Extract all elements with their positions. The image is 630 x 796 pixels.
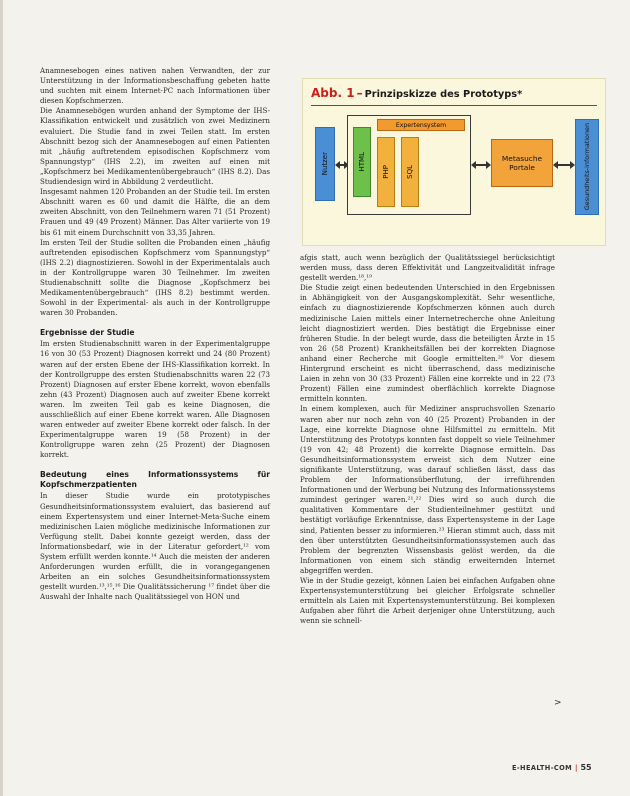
paragraph: afgis statt, auch wenn bezüglich der Qualitätssiegel berücksichtigt werden muss, dass deren Effektivität und Langzeitvalidität infrage gestellt werden.¹⁸,¹⁹ [300,253,555,283]
paragraph: In dieser Studie wurde ein prototypisches Gesundheitsinformationssystem evaluiert, das basierend auf einem Expertensystem und einer Internet-Meta-Suche einem medizinischen Laien mögliche medizinische Informationen zur Verfügung stellt. Dabei konnte gezeigt werden, dass der Informationsbedarf, wie in der Literatur gefordert,¹² vom System erfüllt werden konnte.¹⁴ Auch die meisten der anderen Anforderungen wurden erfüllt, die in vorangegangenen Arbeiten an ein solches Gesundheitsinformationssystem gestellt wurden.¹³,¹⁵,¹⁶ Die Qualitätssicherung ¹⁷ findet über die Auswahl der Inhalte nach Qualitätssiegel von HON und [40,491,270,602]
page-footer [512,763,592,772]
paragraph: Im ersten Teil der Studie sollten die Probanden einen „häufig auftretenden episodischen Kopfschmerz vom Spannungstyp“ (IHS 2.2) diagnostizieren. Sowohl in der Experimentalals auch in der Kontrollgruppe waren 30 Teilnehmer. Im zweiten Studienabschnitt sollte die Diagnose „Kopfschmerz bei Medikamentenübergebrauch“ (IHS 8.2) bestimmt werden. Sowohl in der Experimental- als auch in der Kontrollgruppe waren 30 Probanden. [40,237,270,318]
metasuche-label: Metasuche Portale [501,154,543,172]
sql-label: SQL [406,165,414,179]
paragraph: Wie in der Studie gezeigt, können Laien bei einfachen Aufgaben ohne Expertensystemunterstützung bei gleicher Erfolgsrate schneller ermitteln als Laien mit Expertensystemunterstützung. Bei komplexen Aufgaben aber führt die Arbeit derjeniger ohne Unterstützung, auch wenn sie schnell- [300,576,555,626]
section-heading: Bedeutung eines Informationssystems für Kopfschmerzpatienten [40,470,270,490]
figure-title-rule [311,105,597,106]
journal-name: E-HEALTH-COM [512,764,573,772]
gesundheitsinformationen-box [575,119,599,215]
expertensystem-box [377,119,465,131]
nutzer-box [315,127,335,201]
figure-dash: – [356,86,363,100]
arrow-nutzer-html [339,164,345,166]
arrow-system-metasuche [475,164,487,166]
expertensystem-label: Expertensystem [395,121,447,129]
arrow-metasuche-gesundheit [557,164,571,166]
gesundheit-label: Gesundheits-informationen [583,123,591,211]
paragraph: Die Studie zeigt einen bedeutenden Unterschied in den Ergebnissen in Abhängigkeit von der Ausgangskomplexität. Sehr wesentliche, einfach zu diagnostizierende Kopfschmerzen können auch durch medizinische Laien mittels einer Internetrecherche ohne Anleitung leicht diagnostiziert werden. Dies bestätigt die Ergebnisse einer früheren Studie. In der belegt wurde, dass die beteiligten Ärzte in 15 von 26 (58 Prozent) Krankheitsfällen bei der korrekten Diagnose anhand einer Recherche mit Google ermittelten.²⁰ Vor diesem Hintergrund erscheint es nicht überraschend, dass medizinische Laien in zehn von 30 (33 Prozent) Fällen eine korrekte und in 22 (73 Prozent) Fällen eine zumindest oberflächlich korrekte Diagnose ermitteln konnten. [300,283,555,404]
html-label: HTML [358,152,366,172]
metasuche-box [491,139,553,187]
footer-separator: | [575,764,578,772]
nutzer-label: Nutzer [321,152,329,176]
paragraph: In einem komplexen, auch für Mediziner anspruchsvollen Szenario waren aber nur noch zehn von 40 (25 Prozent) Probanden in der Lage, eine korrekte Diagnose ohne Hilfsmittel zu ermitteln. Mit Unterstützung des Prototyps konnten fast doppelt so viele Teilnehmer (19 von 42; 48 Prozent) die korrekte Diagnose ermitteln. Das Gesundheitsinformationssystem erweist sich dem Nutzer eine signifikante Unterstützung, was darauf schließen lässt, dass das Problem der Informationsüberflutung, der irreführenden Informationen und der Werbung bei Nutzung des Informationssystems zumindest geringer waren.²¹,²² Dies wird so auch durch die qualitativen Kommentare der Studienteilnehmer gestützt und bestätigt vorläufige Erkenntnisse, dass Expertensysteme in der Lage sind, Patienten besser zu informieren.²³ Hieran stimmt auch, dass mit den über unterstützten Gesundheitsinformationssystemen auch das Problem der begrenzten Wissensbasis gelöst werden, da die Informationen von einem sich ständig erweiternden Internet abgegriffen werden. [300,404,555,575]
figure-prototype-sketch [302,78,606,246]
sql-box [401,137,419,207]
paragraph: Insgesamt nahmen 120 Probanden an der Studie teil. Im ersten Abschnitt waren es 60 und damit die Hälfte, die an dem zweiten Abschnitt, von den Teilnehmern waren 71 (51 Prozent) Frauen und 49 (49 Prozent) Männer. Das Alter variierte von 19 bis 61 mit einem Durchschnitt von 33,35 Jahren. [40,187,270,237]
html-box [353,127,371,197]
page-edge [0,0,3,796]
paragraph: Im ersten Studienabschnitt waren in der Experimentalgruppe 16 von 30 (53 Prozent) Diagnosen korrekt und 24 (80 Prozent) waren auf der ersten Ebene der IHS-Klassifikation korrekt. In der Kontrollgruppe des ersten Studienabschnitts waren 22 (73 Prozent) Diagnosen auf erster Ebene korrekt, wovon ebenfalls zehn (43 Prozent) Diagnosen auch auf zweiter Ebene korrekt waren. Im zweiten Teil gab es keine Diagnosen, die ausschließlich auf einer Ebene korrekt waren. Alle Diagnosen waren entweder auf zweiter Ebene korrekt oder falsch. In der Experimentalgruppe waren 19 (58 Prozent) in der Kontrollgruppe waren zehn (25 Prozent) der Diagnosen korrekt. [40,339,270,460]
figure-title [311,86,522,100]
paragraph: Die Anamnesebögen wurden anhand der Symptome der IHS-Klassifikation entwickelt und zusätzlich von zwei Medizinern evaluiert. Die Studie fand in zwei Teilen statt. Im ersten Abschnitt bezog sich der Anamnesebogen auf einen Patienten mit „häufig auftretendem episodischen Kopfschmerz vom Spannungstyp“ (IHS 2.2), im zweiten auf einen mit „Kopfschmerz bei Medikamentenübergebrauch“ (IHS 8.2). Das Studiendesign wird in Abbildung 2 verdeutlicht. [40,106,270,187]
section-heading: Ergebnisse der Studie [40,328,135,338]
continue-mark: > [554,698,562,708]
paragraph: Anamnesebogen eines nativen nahen Verwandten, der zur Unterstützung in der Informationsbeschaffung gebeten hatte und suchten mit einem Internet-PC nach Informationen über diesen Kopfschmerzen. [40,66,270,106]
figure-title-text: Prinzipskizze des Prototyps* [364,89,523,100]
left-column [40,66,270,603]
php-label: PHP [382,165,390,179]
page-number: 55 [580,763,592,772]
php-box [377,137,395,207]
figure-number: Abb. 1 [311,86,355,100]
right-column [300,253,555,626]
